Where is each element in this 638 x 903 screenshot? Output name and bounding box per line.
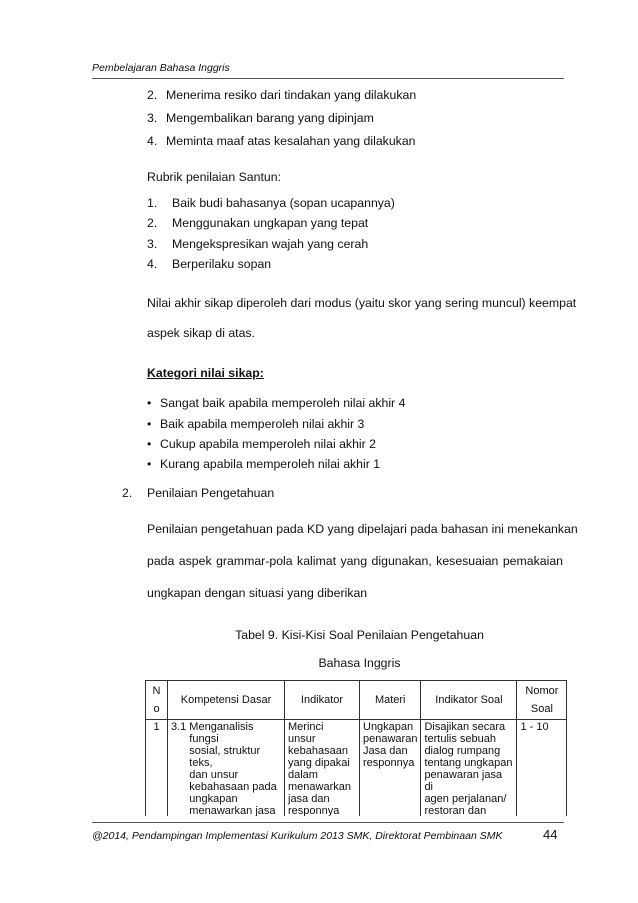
kisi-table-clip [140,678,570,816]
pengetahuan-line: Penilaian pengetahuan pada KD yang dipelajari pada bahasan ini menekankan [147,522,578,536]
indikator-line: menawarkan [288,781,351,793]
section-title: Penilaian Pengetahuan [147,486,275,500]
kd-line: sosial, struktur teks, [189,745,261,769]
indikator-line: kebahasaan [288,745,348,757]
kategori-item: Cukup apabila memperoleh nilai akhir 2 [160,437,377,451]
kd-code: 3.1 [171,721,187,733]
list-number: 3. [147,111,158,125]
list-item: Menerima resiko dari tindakan yang dilakukan [166,88,417,102]
col-header-indikator: Indikator [285,681,360,720]
kisi-table [145,680,567,816]
footer-text: @2014, Pendampingan Implementasi Kurikulum 2013 SMK, Direktorat Pembinaan SMK [92,830,503,842]
indikator-line: jasa dan [288,793,330,805]
kd-line: Menganalisis fungsi [189,721,254,745]
row-materi [360,720,421,817]
rubrik-item: Baik budi bahasanya (sopan ucapannya) [172,196,395,210]
bullet-icon: • [147,437,152,451]
col-header-kd: Kompetensi Dasar [168,681,285,720]
kd-text [189,721,281,816]
rubrik-item: Menggunakan ungkapan yang tepat [172,216,369,230]
indikator-soal-line: tentang ungkapan [424,757,513,769]
materi-line: Ungkapan [363,721,414,733]
kd-line: dan unsur [189,769,239,781]
pengetahuan-line: pada aspek grammar-pola kalimat yang digunakan, kesesuaian pemakaian [147,554,563,568]
col-header-no-b: o [153,703,160,715]
indikator-soal-line: penawaran jasa di [424,769,503,793]
col-header-materi: Materi [360,681,421,720]
row-nomor: 1 - 10 [517,720,567,817]
col-header-no [146,681,168,720]
table-subcaption: Bahasa Inggris [318,656,401,670]
indikator-soal-line: Disajikan secara [424,721,506,733]
nilai-akhir-line: Nilai akhir sikap diperoleh dari modus (yaitu skor yang sering muncul) keempat [147,296,577,310]
col-header-nomor-a: Nomor [525,685,559,697]
kategori-item: Baik apabila memperoleh nilai akhir 3 [160,417,365,431]
page-number: 44 [543,827,558,842]
rubrik-item: Berperilaku sopan [172,257,272,271]
list-number: 2. [147,88,158,102]
row-indikator-soal [421,720,517,817]
indikator-line: yang dipakai [288,757,350,769]
indikator-line: dalam [288,769,318,781]
pengetahuan-line: ungkapan dengan situasi yang diberikan [147,586,368,600]
table-caption: Tabel 9. Kisi-Kisi Soal Penilaian Pengetahuan [235,628,484,642]
indikator-line: Merinci [288,721,324,733]
section-number: 2. [122,486,133,500]
indikator-soal-line: tertulis sebuah [424,733,496,745]
kategori-item: Kurang apabila memperoleh nilai akhir 1 [160,457,381,471]
kd-line: kebahasaan pada [189,781,277,793]
col-header-nomor-b: Soal [530,703,553,715]
col-header-nomor [517,681,567,720]
indikator-soal-line: restoran dan [424,805,487,816]
nilai-akhir-line: aspek sikap di atas. [147,326,256,340]
bullet-icon: • [147,396,152,410]
col-header-no-a: N [152,685,161,697]
rubrik-item: Mengekspresikan wajah yang cerah [172,237,369,251]
indikator-line: responnya [288,805,340,816]
kategori-heading: Kategori nilai sikap: [147,366,264,380]
col-header-indikator-soal: Indikator Soal [421,681,517,720]
indikator-line: unsur [288,733,316,745]
kd-line: ungkapan [189,793,238,805]
materi-line: responnya [363,757,415,769]
kategori-item: Sangat baik apabila memperoleh nilai akhir 4 [160,396,406,410]
rubrik-title: Rubrik penilaian Santun: [147,170,281,184]
rubrik-number: 2. [147,216,158,230]
list-item: Meminta maaf atas kesalahan yang dilakukan [166,134,416,148]
row-no: 1 [146,720,168,817]
footer-rule [92,822,564,823]
materi-line: Jasa dan [363,745,408,757]
materi-line: penawaran [363,733,418,745]
list-item: Mengembalikan barang yang dipinjam [166,111,374,125]
indikator-soal-line: agen perjalanan/ [424,793,507,805]
list-number: 4. [147,134,158,148]
header-rule [92,78,564,79]
table-row [146,720,567,817]
bullet-icon: • [147,457,152,471]
indikator-soal-line: dialog rumpang [424,745,501,757]
kd-line: menawarkan jasa [189,805,276,816]
rubrik-number: 3. [147,237,158,251]
rubrik-number: 4. [147,257,158,271]
row-kd [168,720,285,817]
page-header-title: Pembelajaran Bahasa Inggris [92,62,230,74]
rubrik-number: 1. [147,196,158,210]
bullet-icon: • [147,417,152,431]
row-indikator [285,720,360,817]
